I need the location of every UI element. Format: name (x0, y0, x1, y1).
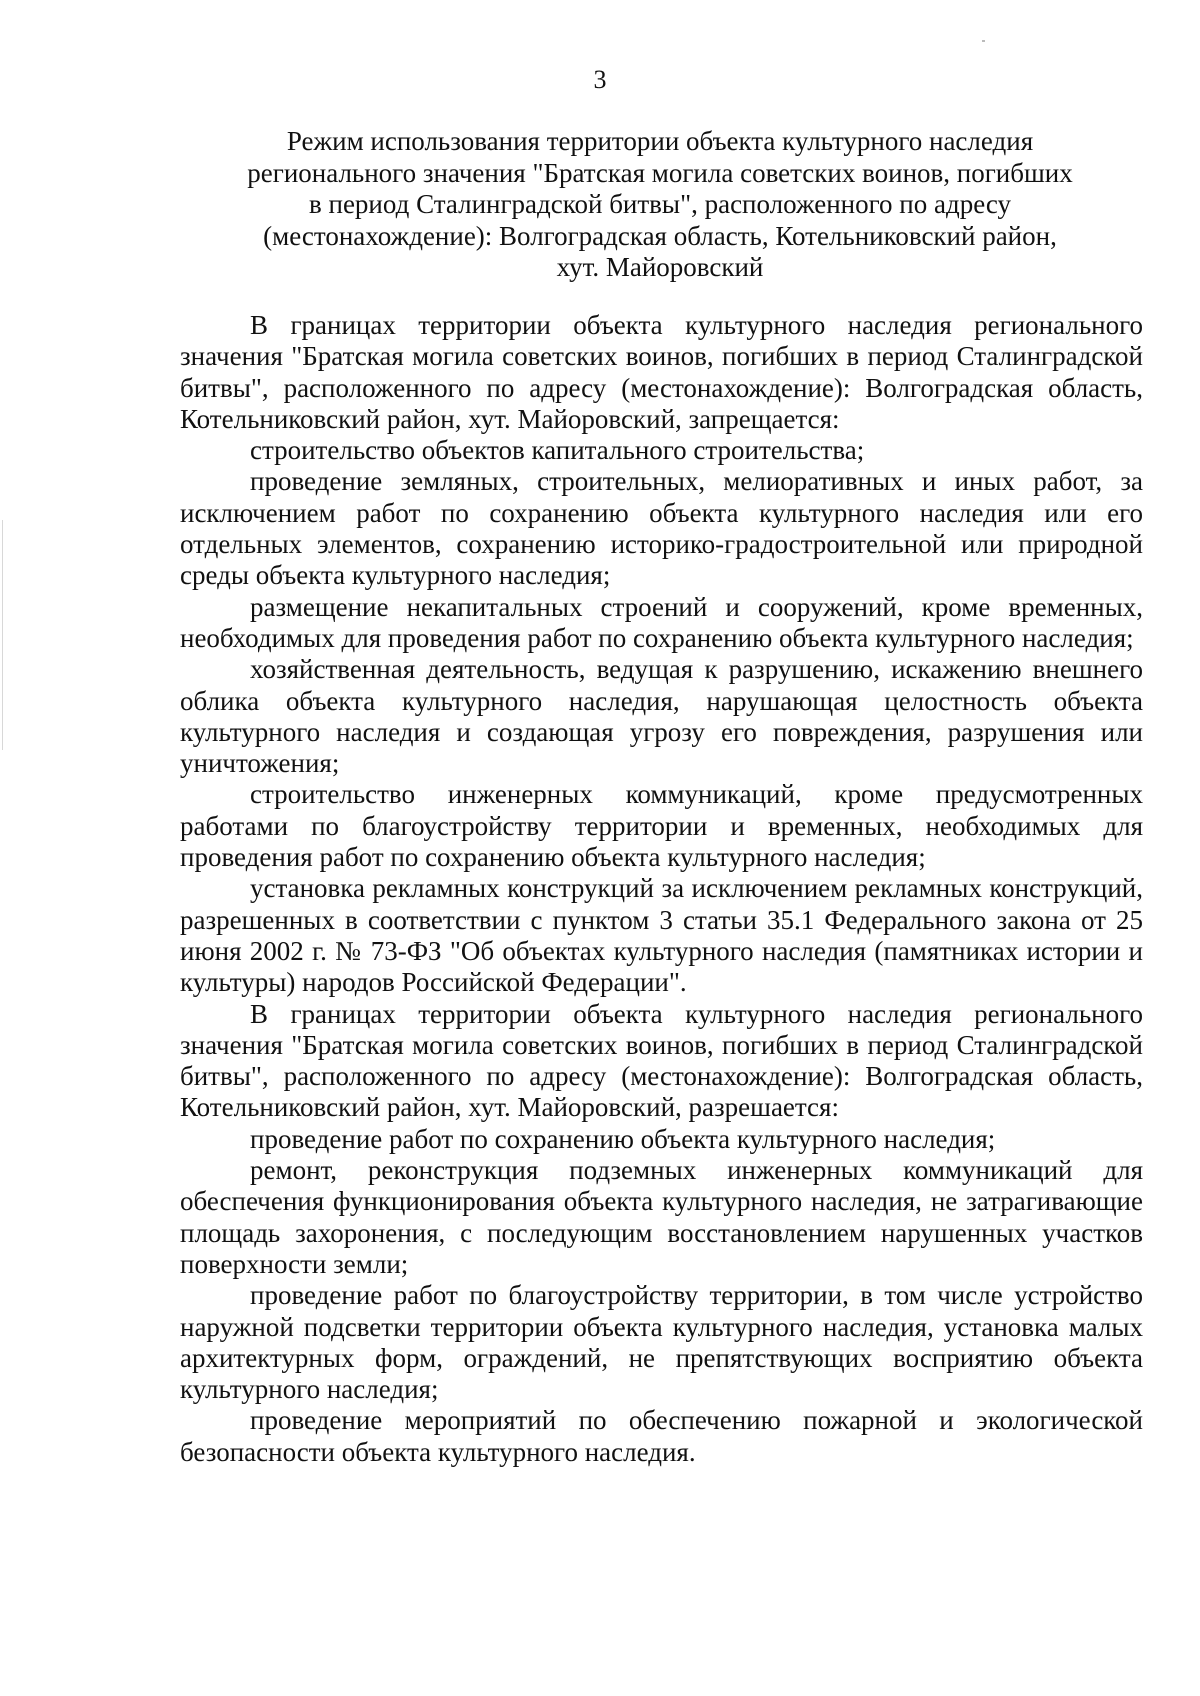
paragraph-item: проведение мероприятий по обеспечению пожарной и экологической безопасности объекта культурного наследия. (180, 1405, 1143, 1467)
page-number: 3 (593, 65, 607, 94)
title-line: хут. Майоровский (556, 252, 764, 282)
paragraph-item: размещение некапитальных строений и сооружений, кроме временных, необходимых для проведения работ по сохранению объекта культурного наследия; (180, 591, 1143, 653)
scan-speck (982, 40, 985, 42)
document-body (180, 310, 1143, 1468)
title-line: Режим использования территории объекта культурного наследия (286, 126, 1034, 156)
scan-edge-artifact (2, 520, 3, 750)
paragraph-prohibited-intro: В границах территории объекта культурного наследия регионального значения "Братская могила советских воинов, погибших в период Сталинградской битвы", расположенного по адресу (местонахождение): Волгоградская область, Котельниковский район, хут. Майоровский, запрещается: (180, 310, 1143, 434)
paragraph-item: строительство инженерных коммуникаций, кроме предусмотренных работами по благоустройству территории и временных, необходимых для проведения работ по сохранению объекта культурного наследия; (180, 779, 1143, 873)
paragraph-item: проведение земляных, строительных, мелиоративных и иных работ, за исключением работ по сохранению объекта культурного наследия или его отдельных элементов, сохранению историко-градостроительной или природной среды объекта культурного наследия; (180, 466, 1143, 591)
title-line: (местонахождение): Волгоградская область, Котельниковский район, (263, 220, 1057, 251)
paragraph-item: строительство объектов капитального строительства; (250, 435, 865, 466)
paragraph-item: хозяйственная деятельность, ведущая к разрушению, искажению внешнего облика объекта культурного наследия, нарушающая целостность объекта культурного наследия и создающая угрозу его повреждения, разрушения или уничтожения; (180, 654, 1143, 779)
paragraph-item: установка рекламных конструкций за исключением рекламных конструкций, разрешенных в соответствии с пунктом 3 статьи 35.1 Федерального закона от 25 июня 2002 г. № 73-ФЗ "Об объектах культурного наследия (памятниках истории и культуры) народов Российской Федерации". (180, 873, 1143, 998)
document-title (180, 126, 1140, 284)
paragraph-item: проведение работ по благоустройству территории, в том числе устройство наружной подсветки территории объекта культурного наследия, установка малых архитектурных форм, ограждений, не препятствующих восприятию объекта культурного наследия; (180, 1280, 1143, 1405)
title-line: в период Сталинградской битвы", расположенного по адресу (309, 189, 1011, 219)
paragraph-allowed-intro: В границах территории объекта культурного наследия регионального значения "Братская могила советских воинов, погибших в период Сталинградской битвы", расположенного по адресу (местонахождение): Волгоградская область, Котельниковский район, хут. Майоровский, разрешается: (180, 998, 1143, 1123)
paragraph-item: проведение работ по сохранению объекта культурного наследия; (250, 1123, 996, 1154)
paragraph-item: ремонт, реконструкция подземных инженерных коммуникаций для обеспечения функционирования объекта культурного наследия, не затрагивающие площадь захоронения, с последующим восстановлением нарушенных участков поверхности земли; (180, 1155, 1143, 1279)
title-line: регионального значения "Братская могила советских воинов, погибших (247, 157, 1073, 188)
